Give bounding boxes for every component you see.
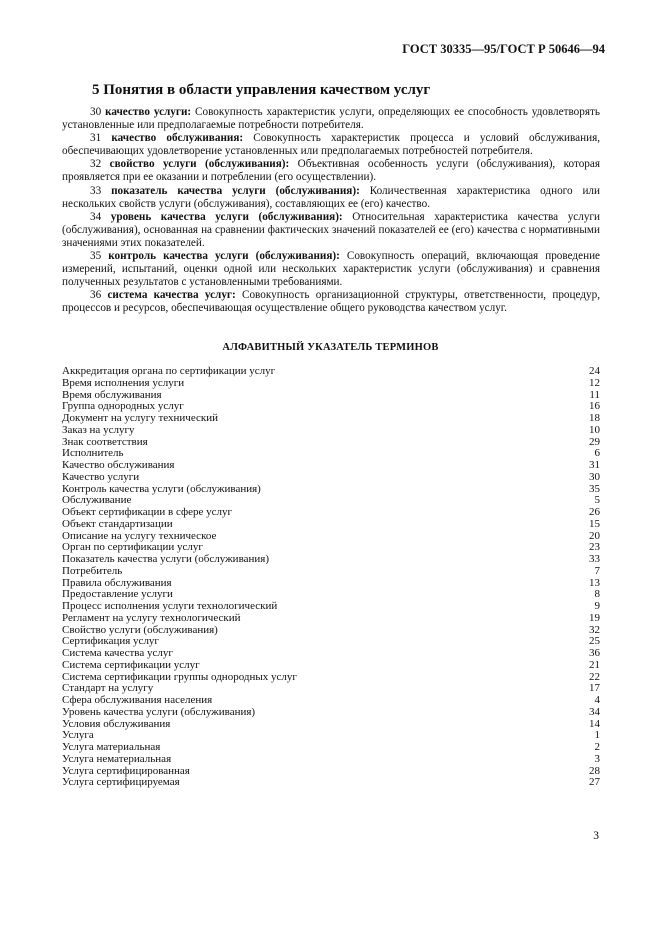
index-term-number: 13 [589,576,600,589]
index-term-number: 30 [589,470,600,483]
index-row [62,742,600,754]
index-term: Сертификация услуг [62,635,159,648]
index-row [62,566,600,578]
definition-item: 30 качество услуги: Совокупность характеристик услуги, определяющих ее способность удовлетворять установленные или предполагаемые потребности потребителя. [62,106,600,132]
index-term-number: 23 [589,541,600,554]
index-term: Свойство услуги (обслуживания) [62,623,218,636]
index-term: Показатель качества услуги (обслуживания) [62,553,269,565]
index-term: Стандарт на услугу [62,682,154,695]
index-term: Регламент на услугу технологический [62,611,241,624]
index-term-number: 33 [589,553,600,565]
index-term-number: 31 [589,459,600,471]
index-term: Предоставление услуги [62,588,173,601]
index-row [62,719,600,731]
index-term: Обслуживание [62,494,132,507]
index-row [62,695,600,707]
index-row [62,437,600,449]
term-index [62,366,600,789]
index-term-number: 2 [594,741,600,753]
index-row [62,366,600,378]
definition-item: 32 свойство услуги (обслуживания): Объективная особенность услуги (обслуживания), которая проявляется при ее оказании и потреблении (его осуществлении). [62,158,601,184]
definitions-list [62,106,600,316]
index-term: Исполнитель [62,447,124,460]
definition-item: 36 система качества услуг: Совокупность организационной структуры, ответственности, процедур, процессов и ресурсов, обеспечивающая осуществление общего руководства качеством услуг. [62,289,601,315]
index-row [62,425,600,437]
index-term: Условия обслуживания [62,717,171,730]
index-term-number: 8 [594,588,600,601]
index-term-number: 1 [594,729,600,742]
index-term-number: 26 [589,506,600,518]
index-term-number: 29 [589,435,600,448]
index-term: Орган по сертификации услуг [62,541,203,554]
index-term: Процесс исполнения услуги технологический [62,600,278,612]
index-term-number: 20 [589,529,600,542]
index-term-number: 34 [589,705,600,718]
index-term-number: 4 [594,694,600,706]
index-term: Документ на услугу технический [62,412,218,424]
index-row [62,484,600,496]
index-term: Объект стандартизации [62,517,173,530]
index-term-number: 5 [594,494,600,507]
index-term: Описание на услугу техническое [62,529,217,542]
index-term: Уровень качества услуги (обслуживания) [62,705,256,718]
index-term: Время исполнения услуги [62,376,185,389]
index-term-number: 19 [589,611,600,624]
index-row [62,601,600,613]
index-term-number: 32 [589,623,600,636]
definition-item: 34 уровень качества услуги (обслуживания): Относительная характеристика качества услуги (обслуживания), основанная на сравнении фактических значений показателей ее (его) качества с нормативными значениями этих показателей. [62,210,601,249]
index-term-number: 11 [589,388,600,401]
index-term: Аккредитация органа по сертификации услуг [62,365,276,377]
index-term: Услуга сертифицируемая [62,776,180,789]
index-term-number: 21 [589,658,600,671]
index-term-number: 12 [589,376,600,389]
index-title: АЛФАВИТНЫЙ УКАЗАТЕЛЬ ТЕРМИНОВ [222,342,439,353]
index-row [62,413,600,425]
index-row [62,613,600,625]
index-term-number: 27 [589,776,600,789]
definition-item: 31 качество обслуживания: Совокупность характеристик процесса и условий обслуживания, обеспечивающих удовлетворение установленных или предполагаемых потребностей потребителя. [62,132,601,158]
index-term-number: 35 [589,482,600,495]
index-term-number: 14 [589,717,600,730]
index-term-number: 15 [589,517,600,530]
index-term: Система сертификации группы однородных услуг [62,670,297,683]
index-term: Услуга [62,729,94,742]
index-term: Заказ на услугу [62,423,135,436]
index-term: Сфера обслуживания населения [62,694,213,706]
index-row [62,648,600,660]
index-row [62,507,600,519]
index-term: Услуга материальная [62,741,161,753]
index-term-number: 24 [589,365,600,377]
index-term-number: 7 [594,564,600,577]
index-row [62,378,600,390]
document-header: ГОСТ 30335—95/ГОСТ Р 50646—94 [402,42,605,56]
index-term: Потребитель [62,564,123,577]
index-term: Время обслуживания [62,388,162,401]
index-row [62,707,600,719]
index-row [62,519,600,531]
index-term: Правила обслуживания [62,576,172,589]
index-term-number: 10 [589,423,600,436]
index-term: Услуга сертифицированная [62,764,190,777]
index-row [62,460,600,472]
index-term: Услуга нематериальная [62,752,172,765]
index-term: Знак соответствия [62,435,148,448]
page-number: 3 [593,830,599,842]
index-term-number: 22 [589,670,600,683]
index-term: Качество обслуживания [62,459,175,471]
index-term: Группа однородных услуг [62,400,184,413]
index-term-number: 16 [589,400,600,413]
definition-item: 35 контроль качества услуги (обслуживания): Совокупность операций, включающая проведение измерений, испытаний, оценки одной или нескольких характеристик услуги (обслуживания) и сравнения полученных результатов с установленными требованиями. [62,250,601,289]
index-term-number: 36 [589,647,600,659]
index-row [62,754,600,766]
index-term: Система сертификации услуг [62,658,200,671]
index-term-number: 3 [594,752,600,765]
index-term: Система качества услуг [62,647,173,659]
index-term-number: 6 [594,447,600,460]
index-term-number: 18 [589,412,600,424]
index-term: Объект сертификации в сфере услуг [62,506,233,518]
index-row [62,472,600,484]
index-row [62,660,600,672]
index-term-number: 9 [594,600,600,612]
definition-item: 33 показатель качества услуги (обслуживания): Количественная характеристика одного или нескольких свойств услуги (обслуживания), составляющих ее (его) качество. [62,184,601,210]
index-term: Качество услуги [62,470,140,483]
index-row [62,554,600,566]
index-term: Контроль качества услуги (обслуживания) [62,482,261,495]
section-title: 5 Понятия в области управления качеством услуг [92,82,431,98]
index-term-number: 17 [589,682,600,695]
index-term-number: 25 [589,635,600,648]
index-row [62,777,600,789]
index-term-number: 28 [589,764,600,777]
